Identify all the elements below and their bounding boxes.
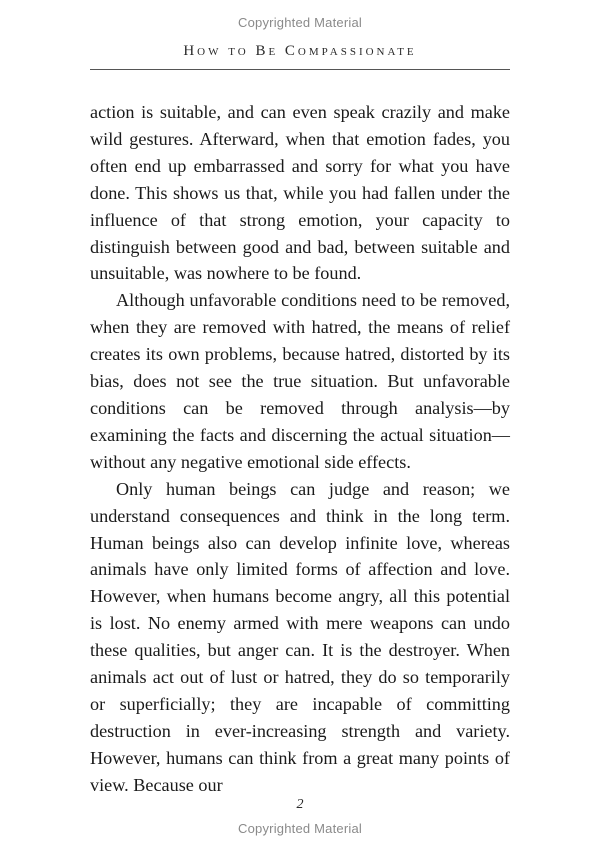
header-rule	[90, 69, 510, 70]
copyright-watermark-top: Copyrighted Material	[238, 15, 362, 30]
paragraph: Only human beings can judge and reason; we understand consequences and think in the long term. Human beings also can develop infinite love, whereas animals have only limited forms of affection and love. However, when humans become angry, all this potential is lost. No enemy armed with mere weapons can undo these qualities, but anger can. It is the destroyer. When animals act out of lust or hatred, they do so temporarily or superficially; they are incapable of committing destruction in ever-increasing strength and variety. However, humans can think from a great many points of view. Because our	[90, 478, 510, 795]
paragraph-continued: action is suitable, and can even speak crazily and make wild gestures. Afterward, when that emotion fades, you often end up embarrassed and sorry for what you have done. This shows us that, while you had fallen under the influence of that strong emotion, your capacity to distinguish between good and bad, between suitable and unsuitable, was nowhere to be found.	[90, 102, 510, 284]
body-text	[90, 99, 510, 799]
paragraph: Although unfavorable conditions need to be removed, when they are removed with hatred, the means of relief creates its own problems, because hatred, distorted by its bias, does not see the true situation. But unfavorable conditions can be removed through analysis—by examining the facts and discerning the actual situation—without any negative emotional side effects.	[90, 290, 510, 472]
copyright-watermark-bottom: Copyrighted Material	[238, 821, 362, 836]
running-head: How to Be Compassionate	[183, 43, 417, 59]
page-number: 2	[296, 797, 304, 812]
